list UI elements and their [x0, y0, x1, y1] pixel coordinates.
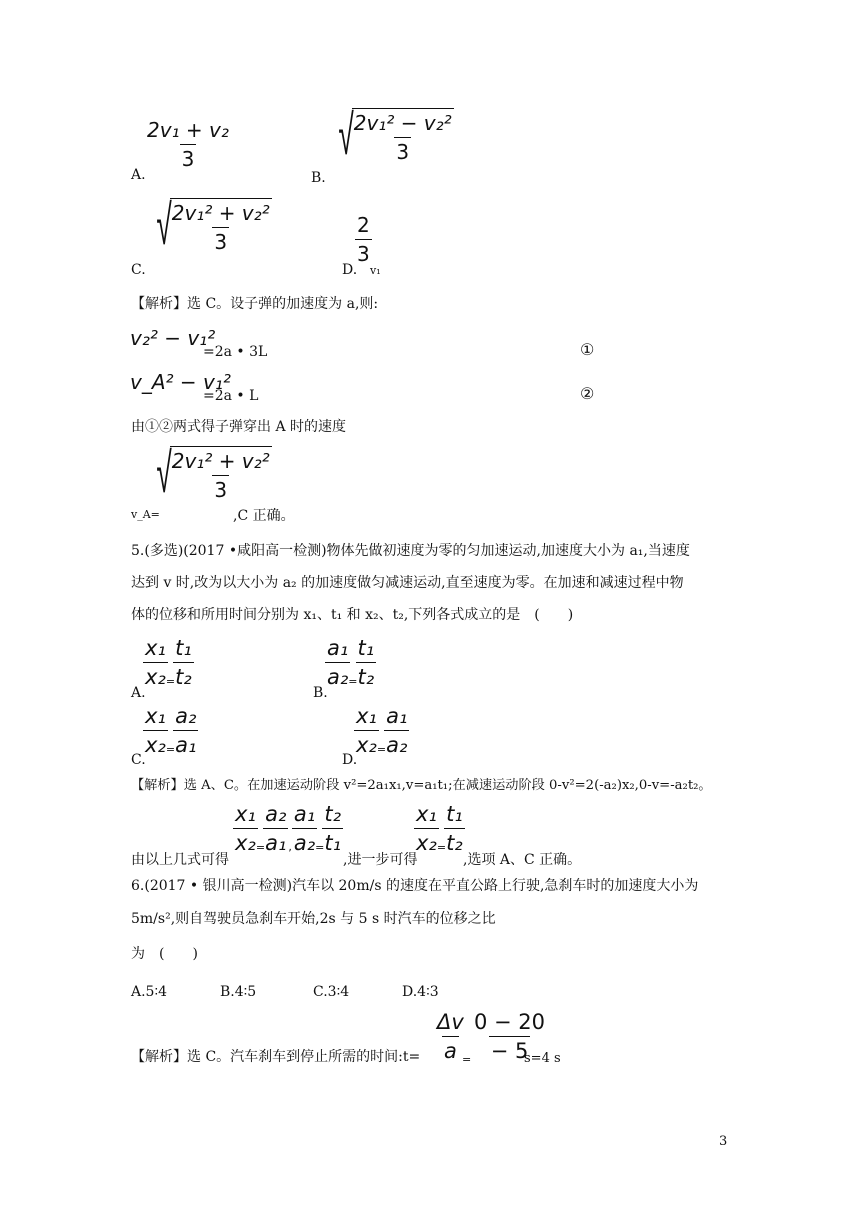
- q6-line2: 5m/s²,则自驾驶员急刹车开始,2s 与 5 s 时汽车的位移之比: [131, 911, 496, 927]
- q4-conclusion-text: 由①②两式得子弹穿出 A 时的速度: [131, 419, 347, 435]
- option-a-denominator: 3: [180, 144, 197, 171]
- equals-sign: =: [315, 840, 325, 854]
- equals-sign: =: [165, 742, 176, 756]
- option-c-numerator: 2v₁² + v₂²: [171, 201, 270, 225]
- x1-var: x₁: [145, 636, 166, 660]
- q5-line3: 体的位移和所用时间分别为 x₁、t₁ 和 x₂、t₂,下列各式成立的是 ( ): [131, 607, 574, 623]
- q6-frac1-numerator: Δv: [437, 1010, 464, 1034]
- q5-solution-mid: ,进一步可得: [343, 852, 418, 868]
- x2-var: x₂: [414, 828, 439, 855]
- x2-var: x₂: [233, 828, 258, 855]
- page-number: 3: [719, 1134, 728, 1149]
- equals-sign: =: [436, 840, 447, 854]
- option-d-label: D.: [342, 262, 358, 278]
- q6-solution-text: 【解析】选 C。汽车刹车到停止所需的时间:t=: [131, 1049, 421, 1065]
- t1-var: t₁: [446, 802, 463, 826]
- q5-solution-prefix: 由以上几式可得: [131, 852, 229, 868]
- q5-option-d-expr: [354, 704, 409, 757]
- q6-solution-suffix: s=4 s: [524, 1051, 561, 1066]
- equals-sign: =: [348, 674, 358, 688]
- q4-eq1-tag: ①: [580, 340, 595, 359]
- sqrt-symbol-icon: √: [156, 193, 172, 258]
- x2-var: x₂: [354, 730, 379, 757]
- t1-var: t₁: [175, 636, 192, 660]
- x2-var: x₂: [143, 662, 168, 689]
- t2-var: t₂: [324, 802, 342, 826]
- sqrt-symbol-icon: √: [338, 103, 354, 168]
- q4-eq1-rhs: =2a • 3L: [203, 344, 268, 360]
- option-d-numerator: 2: [357, 213, 370, 237]
- q5-solution-line1: 【解析】选 A、C。在加速运动阶段 v²=2a₁x₁,v=a₁t₁;在减速运动阶段 0-v²=2(-a₂)x₂,0-v=-a₂t₂。: [131, 778, 712, 793]
- option-d-suffix: v₁: [370, 264, 381, 277]
- q5-option-a-label: A.: [131, 685, 146, 701]
- a1-var: a₁: [173, 730, 198, 757]
- q4-va-prefix: v_A=: [131, 508, 160, 521]
- option-b-sqrt: [323, 103, 454, 168]
- a1-var: a₁: [327, 636, 349, 660]
- t2-var: t₂: [444, 828, 465, 855]
- x2-var: x₂: [143, 730, 168, 757]
- q4-eq2-tag: ②: [580, 384, 595, 403]
- option-c-label: C.: [131, 262, 146, 278]
- q5-option-c-expr: [143, 704, 198, 757]
- q6-option-a: A.5∶4: [131, 984, 168, 1000]
- option-c-denominator: 3: [212, 227, 229, 254]
- q5-option-a-expr: [143, 636, 194, 689]
- option-d-fraction: [355, 213, 372, 266]
- q5-solution-expr2: [414, 802, 465, 855]
- option-b-denominator: 3: [394, 137, 411, 164]
- t1-var: t₁: [322, 828, 343, 855]
- q4-eq1-lhs: v₂² − v₁²: [130, 326, 216, 350]
- q6-frac2-denominator: − 5: [489, 1036, 531, 1063]
- a2-var: a₂: [292, 828, 317, 855]
- q5-solution-suffix: ,选项 A、C 正确。: [463, 852, 582, 868]
- q5-option-b-label: B.: [313, 685, 328, 701]
- x1-var: x₁: [145, 704, 166, 728]
- q5-option-d-label: D.: [342, 752, 358, 768]
- t1-var: t₁: [357, 636, 375, 660]
- q4-eq2-rhs: =2a • L: [203, 388, 259, 404]
- q6-line3: 为 ( ): [131, 946, 198, 962]
- q4-solution-intro: 【解析】选 C。设子弹的加速度为 a,则:: [131, 296, 379, 312]
- a1-var: a₁: [263, 828, 288, 855]
- q4-va-numerator: 2v₁² + v₂²: [171, 449, 270, 473]
- a2-var: a₂: [325, 662, 350, 689]
- q6-line1: 6.(2017 • 银川高一检测)汽车以 20m/s 的速度在平直公路上行驶,急刹车时的加速度大小为: [131, 878, 699, 894]
- q6-option-c: C.3∶4: [313, 984, 350, 1000]
- a2-var: a₂: [175, 704, 197, 728]
- q5-line2: 达到 v 时,改为以大小为 a₂ 的加速度做匀减速运动,直至速度为零。在加速和减速过程中物: [131, 575, 684, 591]
- q4-va-sqrt: [141, 441, 272, 506]
- option-c-sqrt: [141, 193, 272, 258]
- x1-var: x₁: [356, 704, 377, 728]
- q6-frac1-denominator: a: [442, 1036, 459, 1063]
- option-a-fraction: [145, 118, 231, 171]
- a2-var: a₂: [384, 730, 409, 757]
- option-b-numerator: 2v₁² − v₂²: [353, 111, 452, 135]
- q6-solution-eq: =: [462, 1053, 472, 1066]
- equals-sign: =: [165, 674, 176, 688]
- q4-eq2-lhs: v_A² − v₁²: [130, 370, 231, 394]
- comma: ,: [288, 840, 292, 854]
- q4-va-suffix: ,C 正确。: [233, 508, 295, 524]
- q4-va-denominator: 3: [212, 475, 229, 502]
- a2-var: a₂: [265, 802, 287, 826]
- q5-option-b-expr: [325, 636, 376, 689]
- option-a-label: A.: [131, 167, 146, 183]
- q5-solution-expr1: [233, 802, 343, 855]
- x1-var: x₁: [235, 802, 256, 826]
- equals-sign: =: [255, 840, 266, 854]
- option-d-denominator: 3: [355, 239, 372, 266]
- q6-option-d: D.4∶3: [402, 984, 439, 1000]
- a1-var: a₁: [293, 802, 316, 826]
- q6-frac2-numerator: 0 − 20: [474, 1010, 546, 1034]
- t2-var: t₂: [173, 662, 194, 689]
- q5-option-c-label: C.: [131, 752, 146, 768]
- sqrt-symbol-icon: √: [156, 441, 172, 506]
- option-a-numerator: 2v₁ + v₂: [147, 118, 229, 142]
- equals-sign: =: [376, 742, 387, 756]
- t2-var: t₂: [356, 662, 377, 689]
- q6-option-b: B.4∶5: [220, 984, 257, 1000]
- option-b-label: B.: [311, 170, 326, 186]
- x1-var: x₁: [416, 802, 437, 826]
- a1-var: a₁: [386, 704, 408, 728]
- q5-line1: 5.(多选)(2017 •咸阳高一检测)物体先做初速度为零的匀加速运动,加速度大小为 a₁,当速度: [131, 543, 690, 559]
